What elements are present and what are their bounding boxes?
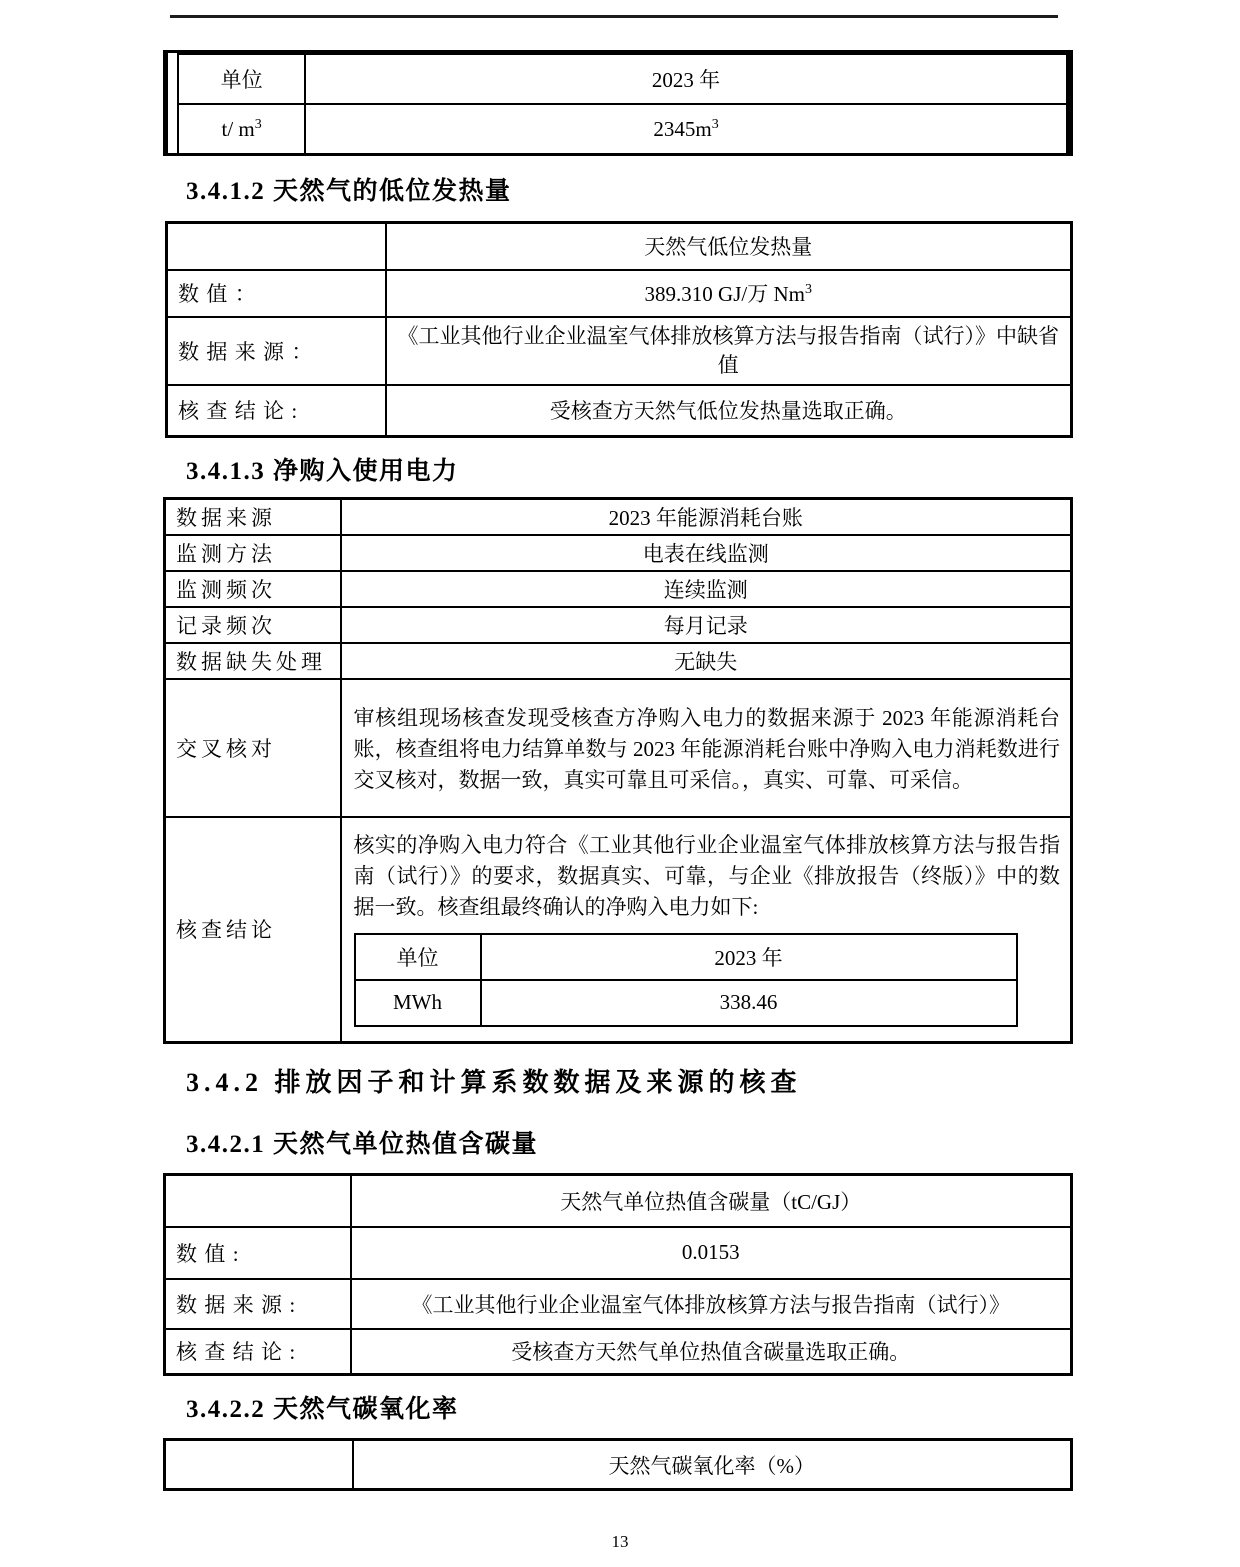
- cc-conclusion-cell: 受核查方天然气单位热值含碳量选取正确。: [351, 1329, 1072, 1375]
- ncv-conclusion-cell: 受核查方天然气低位发热量选取正确。: [386, 385, 1072, 437]
- table-row: [165, 571, 1072, 607]
- table-row: [165, 535, 1072, 571]
- page-header-rule: [170, 15, 1058, 18]
- ox-header-empty-cell: [165, 1440, 353, 1490]
- carried-over-table: [163, 50, 1073, 156]
- table-row: [165, 643, 1072, 679]
- unit-label: 单位: [220, 68, 263, 92]
- table-row: [165, 1329, 1072, 1375]
- conclusion-cell: [341, 817, 1072, 1042]
- unit-header-cell: [178, 54, 305, 104]
- table-row: [165, 679, 1072, 817]
- oxidation-rate-table: [163, 1438, 1073, 1491]
- unit-value-sup: 3: [254, 116, 262, 132]
- heading-3-4-2: 3.4.2 排放因子和计算系数数据及来源的核查: [186, 1068, 802, 1097]
- row-value: 电表在线监测: [341, 535, 1072, 571]
- ncv-value-cell: [386, 270, 1072, 317]
- row-value: 无缺失: [341, 643, 1072, 679]
- ox-header-cell: 天然气碳氧化率（%）: [353, 1440, 1072, 1490]
- table-row: [178, 54, 1067, 104]
- row-label: 数据来源：: [167, 317, 386, 385]
- ncv-table: [165, 221, 1073, 438]
- cross-check-text: 审核组现场核查发现受核查方净购入电力的数据来源于 2023 年能源消耗台账，核查组将电力结算单数与 2023 年能源消耗台账中净购入电力消耗数进行交叉核对，数据一致，真实可靠且可采信。，真实、可靠、可采信。: [341, 679, 1072, 817]
- row-label: 交叉核对: [165, 679, 341, 817]
- page-number: 13: [611, 1532, 629, 1551]
- unit-value-cell: [178, 104, 305, 154]
- table-row: [165, 1279, 1072, 1329]
- heading-3-4-1-2: 3.4.1.2 天然气的低位发热量: [186, 178, 512, 205]
- ncv-value-sup: 3: [804, 282, 812, 297]
- row-label: 数据来源:: [165, 1279, 351, 1329]
- row-label: 监测方法: [165, 535, 341, 571]
- carried-over-right-cell: [1068, 53, 1070, 153]
- carried-over-nested-table: [177, 53, 1068, 155]
- table-row: [167, 317, 1072, 385]
- table-row: [165, 1227, 1072, 1279]
- table-row: [165, 499, 1072, 536]
- confirmed-electricity-table: [354, 933, 1018, 1027]
- row-value: 连续监测: [341, 571, 1072, 607]
- conclusion-text: 核实的净购入电力符合《工业其他行业企业温室气体排放核算方法与报告指南（试行）》的要求，数据真实、可靠，与企业《排放报告（终版）》中的数据一致。核查组最终确认的净购入电力如下:: [353, 832, 1060, 919]
- unit-value-cell: MWh: [355, 980, 481, 1026]
- row-label: 监测频次: [165, 571, 341, 607]
- row-label: 数据来源: [165, 499, 341, 536]
- row-value: 2023 年能源消耗台账: [341, 499, 1072, 536]
- unit-header-cell: 单位: [355, 934, 481, 980]
- row-label: 核查结论:: [167, 385, 386, 437]
- table-row: [165, 607, 1072, 643]
- cc-value-cell: 0.0153: [351, 1227, 1072, 1279]
- table-row: [355, 980, 1017, 1026]
- ncv-value-base: 389.310 GJ/万 Nm: [644, 282, 805, 306]
- table-row: [165, 1175, 1072, 1227]
- table-row: [167, 270, 1072, 317]
- electricity-table: [163, 497, 1073, 1044]
- heading-3-4-1-3: 3.4.1.3 净购入使用电力: [186, 458, 459, 485]
- table-row: [178, 104, 1067, 154]
- electricity-value-cell: 338.46: [481, 980, 1017, 1026]
- table-row: [167, 385, 1072, 437]
- table-row: [355, 934, 1017, 980]
- ncv-source-cell: 《工业其他行业企业温室气体排放核算方法与报告指南（试行）》中缺省值: [386, 317, 1072, 385]
- ncv-header-empty-cell: [167, 223, 386, 270]
- quantity-value-sup: 3: [711, 116, 719, 132]
- year-header-cell: [305, 54, 1067, 104]
- row-label: 数据缺失处理: [165, 643, 341, 679]
- table-row: [167, 223, 1072, 270]
- heading-3-4-2-1: 3.4.2.1 天然气单位热值含碳量: [186, 1131, 539, 1158]
- ncv-header-cell: 天然气低位发热量: [386, 223, 1072, 270]
- cc-header-cell: 天然气单位热值含碳量（tC/GJ）: [351, 1175, 1072, 1227]
- table-row: [165, 1440, 1072, 1490]
- heading-3-4-2-2: 3.4.2.2 天然气碳氧化率: [186, 1396, 459, 1423]
- row-label: 核查结论: [165, 817, 341, 1042]
- cc-header-empty-cell: [165, 1175, 351, 1227]
- carried-over-nested-table-wrap: [168, 53, 1068, 153]
- row-label: 记录频次: [165, 607, 341, 643]
- cc-source-cell: 《工业其他行业企业温室气体排放核算方法与报告指南（试行）》: [351, 1279, 1072, 1329]
- row-label: 数值：: [167, 270, 386, 317]
- carbon-content-table: [163, 1173, 1073, 1376]
- year-header-cell: 2023 年: [481, 934, 1017, 980]
- year-label: 2023 年: [651, 68, 721, 92]
- quantity-value-base: 2345m: [653, 116, 712, 141]
- quantity-value-cell: [305, 104, 1067, 154]
- row-label: 核查结论:: [165, 1329, 351, 1375]
- row-value: 每月记录: [341, 607, 1072, 643]
- row-label: 数值:: [165, 1227, 351, 1279]
- unit-value-base: t/ m: [221, 116, 255, 141]
- table-row: [165, 817, 1072, 1042]
